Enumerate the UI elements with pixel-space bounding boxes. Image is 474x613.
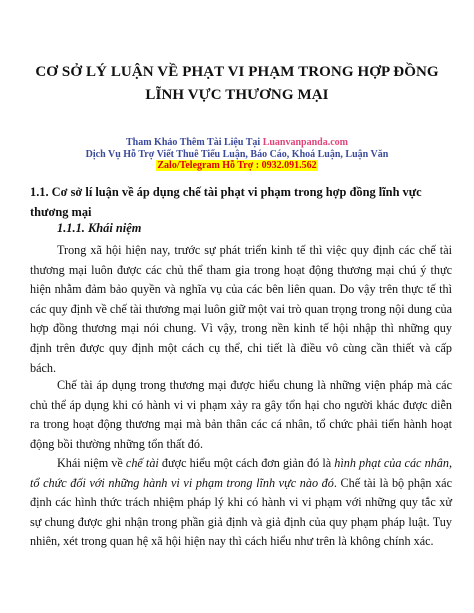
paragraph-2: Chế tài áp dụng trong thương mại được hiểu chung là những viện pháp mà các chủ thể áp dụng khi có hành vi vi phạm xảy ra gây tổn hại cho người khác được diễn ra trong hoạt động thương mại mà bản thân các cá nhân, tổ chức phải tiến hành hoạt động bồi thường những tổn thất đó.	[30, 378, 452, 451]
document-title-line-2: LĨNH VỰC THƯƠNG MẠI	[145, 87, 329, 103]
paragraph-3	[30, 454, 452, 552]
paragraph-3-text-e: . Chế tài là bộ phận xác định các hình thức trách nhiệm pháp lý khi có hành vi vi phạm với những quy tắc xử sự chung được ghi nhận trong phần giả định và giả định của quy phạm pháp luật. Tuy nhiên, xét trong quan hệ xã hội hiện nay thì cách hiểu như trên là không chính xác.	[30, 475, 452, 549]
subsection-heading: 1.1.1. Khái niệm	[57, 221, 142, 235]
promo-line-contact	[20, 160, 454, 172]
document-title-line-1: CƠ SỞ LÝ LUẬN VỀ PHẠT VI PHẠM TRONG HỢP ĐỒNG	[35, 64, 439, 80]
promo-line-services: Dịch Vụ Hỗ Trợ Viết Thuê Tiểu Luận, Báo Cáo, Khoá Luận, Luận Văn	[85, 149, 389, 160]
promo-contact-highlight: Zalo/Telegram Hỗ Trợ : 0932.091.562	[157, 160, 317, 171]
promo-line-reference	[20, 137, 454, 149]
paragraph-3-definition: hình phạt của các nhân, tổ chức đối với những hành vi vi phạm trong lĩnh vực nào đó	[30, 456, 452, 490]
paragraph-1: Trong xã hội hiện nay, trước sự phát triển kinh tế thì việc quy định các chế tài thương mại luôn được các chủ thể tham gia trong hoạt động thương mại chú ý thực hiện nhằm đảm bảo quyền và nghĩa vụ của các bên liên quan. Do vậy trên thực tế thì các quy định về chế tài thương mại luôn giữ một vai trò quan trọng trong nội dung của hợp đồng thương mại nói chung. Vì vậy, trong nền kinh tế hội nhập thì những quy định trên được quy định một cách cụ thể, chi tiết là điều vô cùng cần thiết và cấp bách.	[30, 243, 452, 375]
paragraph-3-text-a: Khái niệm về	[57, 456, 126, 470]
paragraph-3-text-c: được hiểu một cách đơn giản đó là	[158, 456, 335, 470]
promo-reference-text: Tham Khảo Thêm Tài Liệu Tại	[125, 137, 263, 148]
section-heading: 1.1. Cơ sở lí luận về áp dụng chế tài phạt vi phạm trong hợp đồng lĩnh vực thương mại	[30, 185, 422, 219]
paragraph-3-term: chế tài	[125, 456, 159, 470]
promo-website-link[interactable]: Luanvanpanda.com	[262, 137, 349, 148]
